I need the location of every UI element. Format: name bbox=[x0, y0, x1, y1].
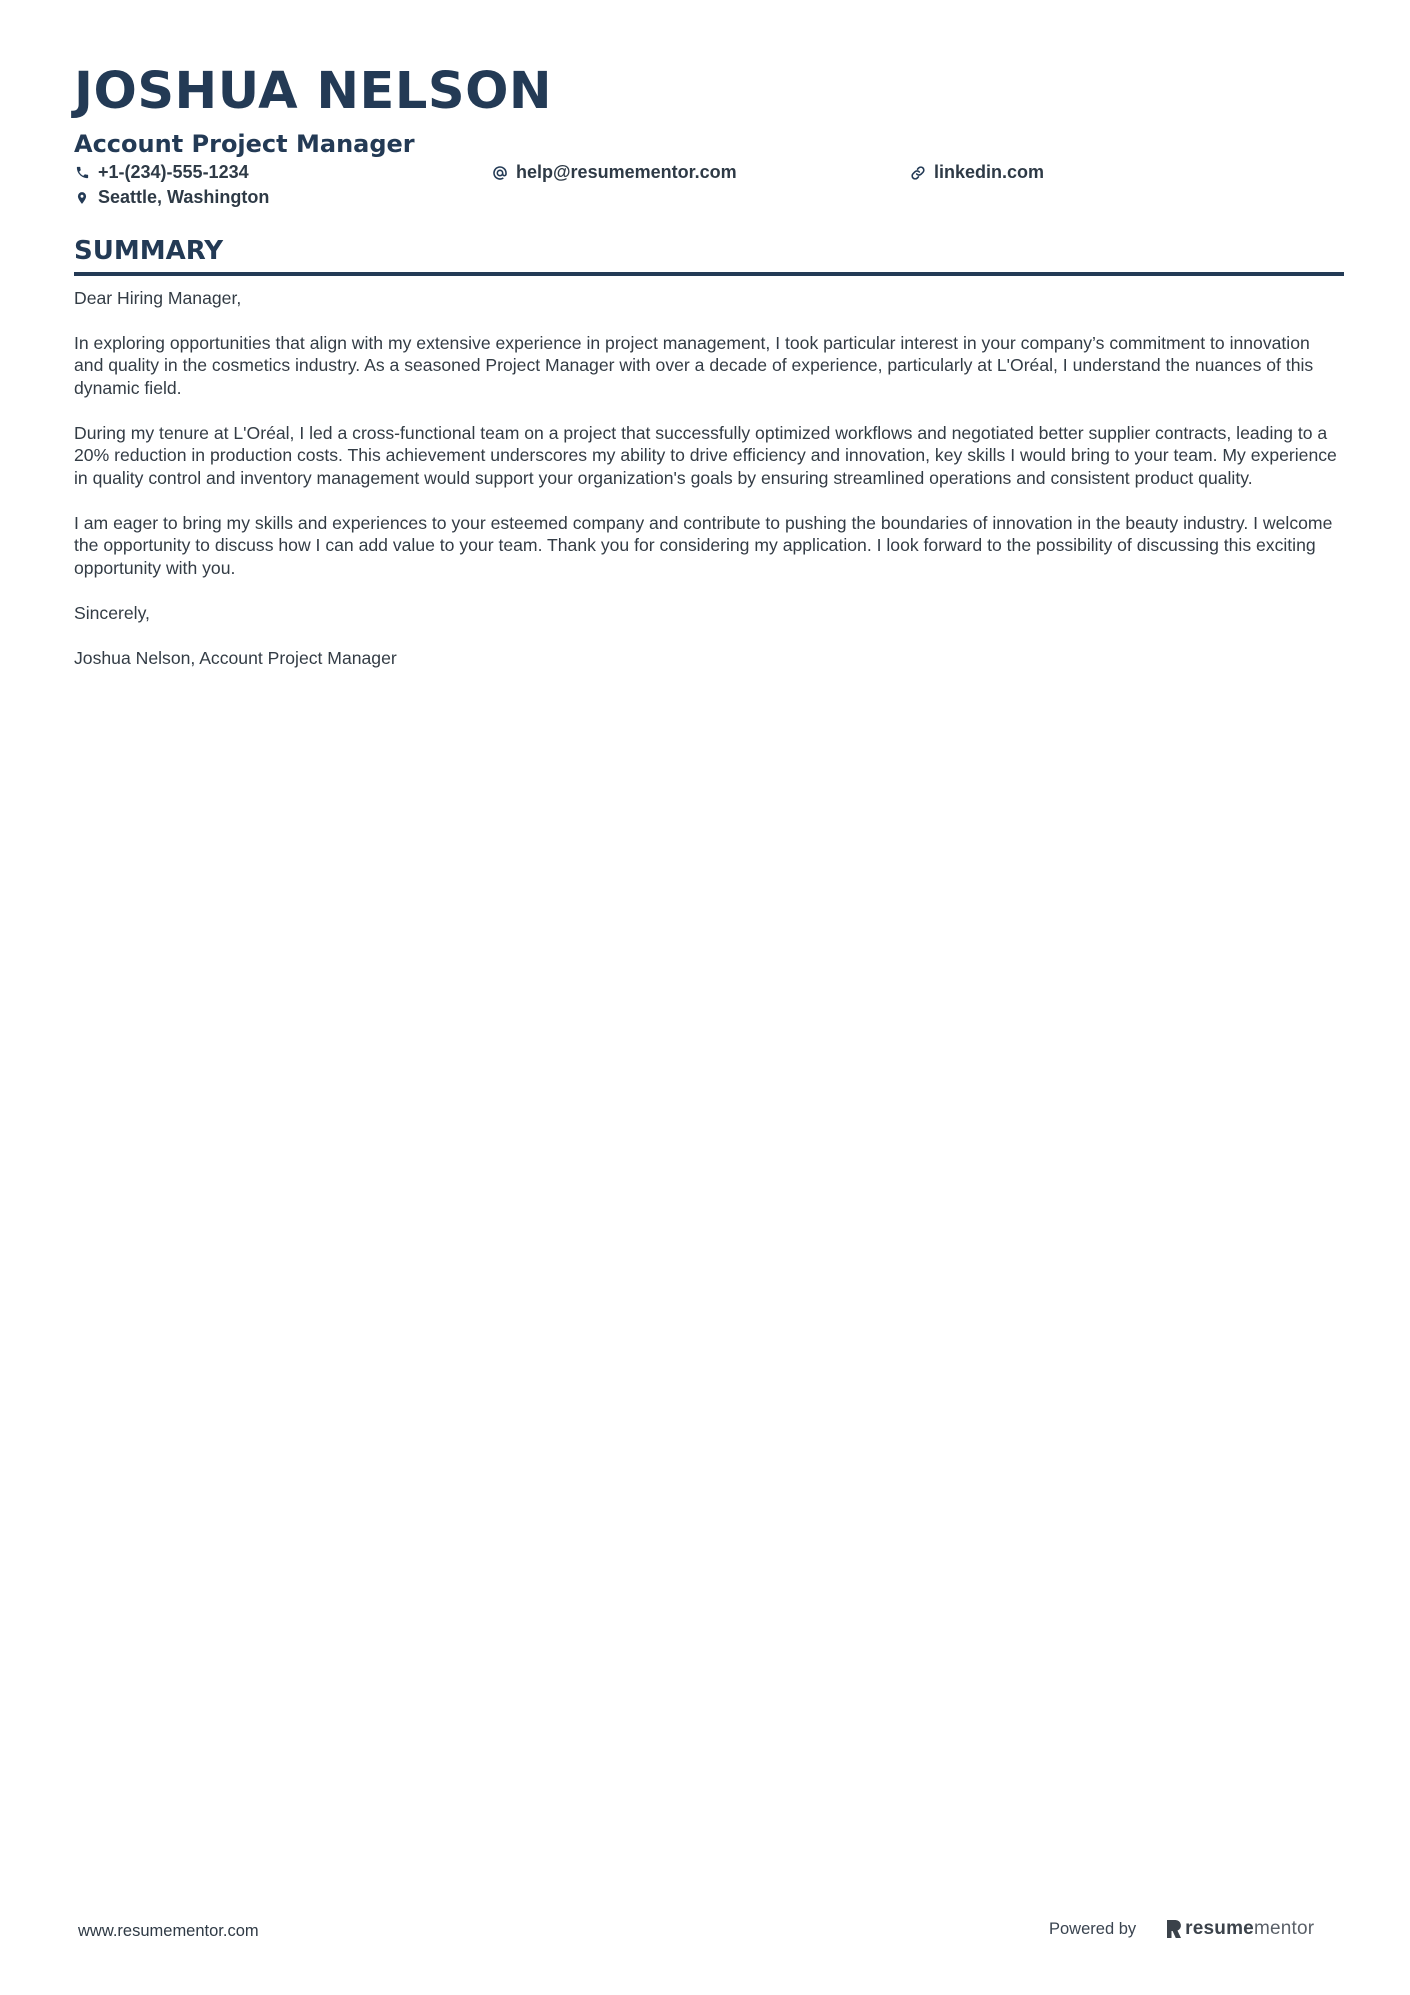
cover-letter-page bbox=[74, 58, 1344, 692]
location-text: Seattle, Washington bbox=[98, 187, 270, 208]
link-icon bbox=[910, 165, 926, 181]
contact-phone bbox=[74, 162, 249, 183]
letter-body bbox=[74, 287, 1344, 670]
phone-text: +1-(234)-555-1234 bbox=[98, 162, 249, 183]
letter-greeting: Dear Hiring Manager, bbox=[74, 287, 242, 308]
email-text: help@resumementor.com bbox=[516, 162, 737, 183]
candidate-title: Account Project Manager bbox=[74, 130, 415, 158]
letter-paragraph: I am eager to bring my skills and experiences to your esteemed company and contribute to pushing the boundaries of innovation in the beauty industry. I welcome the opportunity to discuss how I can add value to your team. Thank you for considering my application. I look forward to the possibility of discussing this exciting opportunity with you. bbox=[74, 512, 1333, 578]
footer-website[interactable]: www.resumementor.com bbox=[78, 1922, 259, 1940]
contact-email[interactable] bbox=[492, 162, 737, 183]
map-pin-icon bbox=[74, 190, 90, 206]
letter-paragraph: During my tenure at L'Oréal, I led a cross-functional team on a project that successfully optimized workflows and negotiated better supplier contracts, leading to a 20% reduction in production costs. This achievement underscores my ability to drive efficiency and innovation, key skills I would bring to your team. My experience in quality control and inventory management would support your organization's goals by ensuring streamlined operations and consistent product quality. bbox=[74, 422, 1337, 488]
brand-name-light: mentor bbox=[1253, 1918, 1315, 1939]
contact-linkedin[interactable] bbox=[910, 162, 1044, 183]
brand-name-bold: resume bbox=[1185, 1918, 1254, 1939]
letter-paragraph: In exploring opportunities that align with my extensive experience in project management, I took particular interest in your company’s commitment to innovation and quality in the cosmetics industry. As a seasoned Project Manager with over a decade of experience, particularly at L'Oréal, I understand the nuances of this dynamic field. bbox=[74, 332, 1314, 398]
contact-location bbox=[74, 187, 269, 208]
letter-closing: Sincerely, bbox=[74, 602, 150, 623]
phone-icon bbox=[74, 165, 90, 181]
powered-by-label: Powered by bbox=[1049, 1919, 1137, 1938]
brand-mark-icon bbox=[1166, 1919, 1182, 1939]
section-divider bbox=[74, 272, 1344, 276]
letter-signature: Joshua Nelson, Account Project Manager bbox=[74, 647, 397, 668]
footer-branding bbox=[1049, 1918, 1314, 1940]
contact-info bbox=[74, 162, 1344, 214]
candidate-name: JOSHUA NELSON bbox=[74, 62, 553, 121]
brand-logo[interactable] bbox=[1166, 1918, 1314, 1940]
link-text: linkedin.com bbox=[934, 162, 1045, 183]
at-icon bbox=[492, 165, 508, 181]
section-title-summary: SUMMARY bbox=[74, 236, 224, 267]
